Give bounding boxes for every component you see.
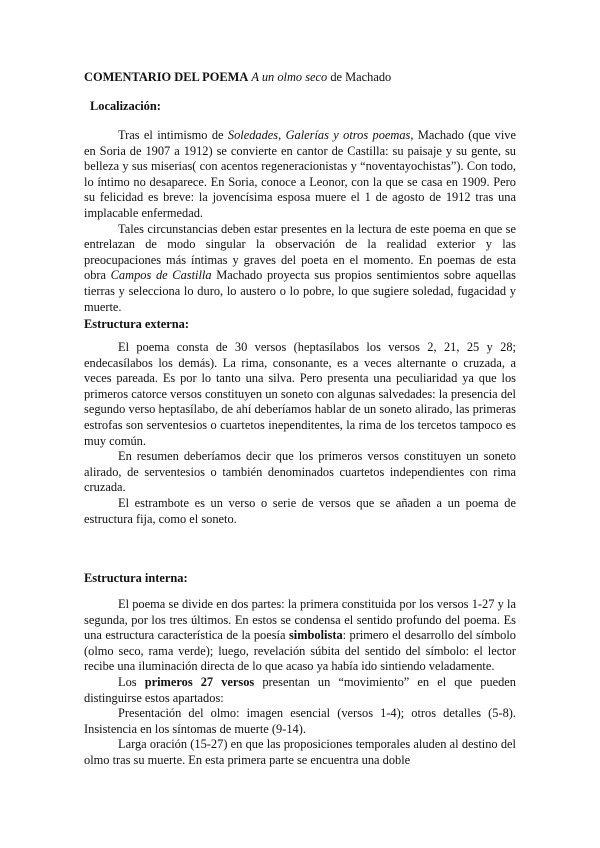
bold-term: primeros 27 versos bbox=[144, 674, 255, 689]
title-suffix: de Machado bbox=[327, 70, 392, 84]
italic-title: Soledades, Galerías y otros poemas bbox=[227, 128, 411, 142]
heading-estructura-interna: Estructura interna: bbox=[84, 571, 188, 585]
paragraph: El poema consta de 30 versos (heptasílabos los versos 2, 21, 25 y 28; endecasílabos los demás). La rima, consonante, es a veces alternante o cruzada, a veces pareada. Es por lo tanto una silva. Pero presenta una peculiaridad ya que los primeros catorce versos constituyen un soneto con algunas salvedades: la presencia del segundo verso heptasílabo, de ahí deberíamos hablar de un soneto alirado, las primeras estrofas son serventesios o cuartetos inependitentes, la rima de los tercetos tampoco es muy común. bbox=[84, 340, 516, 448]
heading-estructura-externa: Estructura externa: bbox=[84, 317, 189, 331]
paragraph bbox=[84, 597, 516, 675]
section-estructura-externa bbox=[84, 340, 516, 527]
text-run: Tras el intimismo de bbox=[118, 128, 228, 142]
bold-term: simbolista bbox=[288, 628, 343, 643]
paragraph bbox=[84, 675, 516, 706]
paragraph: Larga oración (15-27) en que las proposiciones temporales aluden al destino del olmo tras su muerte. En esta primera parte se encuentra una doble bbox=[84, 737, 516, 767]
paragraph: En resumen deberíamos decir que los primeros versos constituyen un soneto alirado, de serventesios o también denominados cuartetos independientes con rima cruzada. bbox=[84, 449, 516, 495]
title-prefix: COMENTARIO DEL POEMA bbox=[84, 70, 249, 84]
title-poem: A un olmo seco bbox=[251, 70, 328, 84]
section-estructura-interna bbox=[84, 597, 516, 769]
section-localizacion bbox=[84, 128, 516, 315]
paragraph bbox=[84, 222, 516, 316]
text-run: , Machado (que vive en Soria de 1907 a 1912) se convierte en cantor de Castilla: su paisaje y su gente, su belleza y sus miserias( con acentos regeneracionistas y “noventayochistas”). Con todo, lo íntimo no desaparece. En Soria, conoce a Leonor, con la que se casa en 1909. Pero su felicidad es breve: la jovencísima esposa muere el 1 de agosto de 1912 tras una implacable enfermedad. bbox=[84, 128, 516, 220]
text-run: El poema se divide en dos partes: la primera constituida por los versos 1-27 y la segunda, por los tres últimos. En estos se condensa el sentido profundo del poema. Es una estructura característica de la poesía bbox=[84, 597, 516, 643]
text-run: Tales circunstancias deben estar presentes en la lectura de este poema en que se entrelazan de modo singular la observación de la realidad exterior y las preocupaciones más íntimas y graves del poeta en el momento. En poemas de esta obra bbox=[84, 221, 516, 283]
paragraph: El estrambote es un verso o serie de versos que se añaden a un poema de estructura fija, como el soneto. bbox=[84, 495, 516, 526]
text-run: Machado proyecta sus propios sentimientos sobre aquellas tierras y selecciona lo duro, lo austero o lo pobre, lo que sugiere soledad, fugacidad y muerte. bbox=[84, 268, 516, 314]
heading-localizacion: Localización: bbox=[90, 99, 161, 113]
text-run: : primero el desarrollo del símbolo (olmo seco, rama verde); luego, revelación súbita del sentido del símbolo: el lector recibe una iluminación directa de lo que acaso ya había ido sintiendo veladamente. bbox=[84, 628, 516, 674]
paragraph: Presentación del olmo: imagen esencial (versos 1-4); otros detalles (5-8). Insistencia en los síntomas de muerte (9-14). bbox=[84, 706, 516, 736]
document-title bbox=[84, 69, 516, 85]
italic-title: Campos de Castilla bbox=[110, 268, 212, 283]
text-run: presentan un “movimiento” en el que pueden distinguirse estos apartados: bbox=[84, 674, 516, 705]
text-run: Los bbox=[118, 674, 145, 689]
paragraph bbox=[84, 128, 516, 222]
